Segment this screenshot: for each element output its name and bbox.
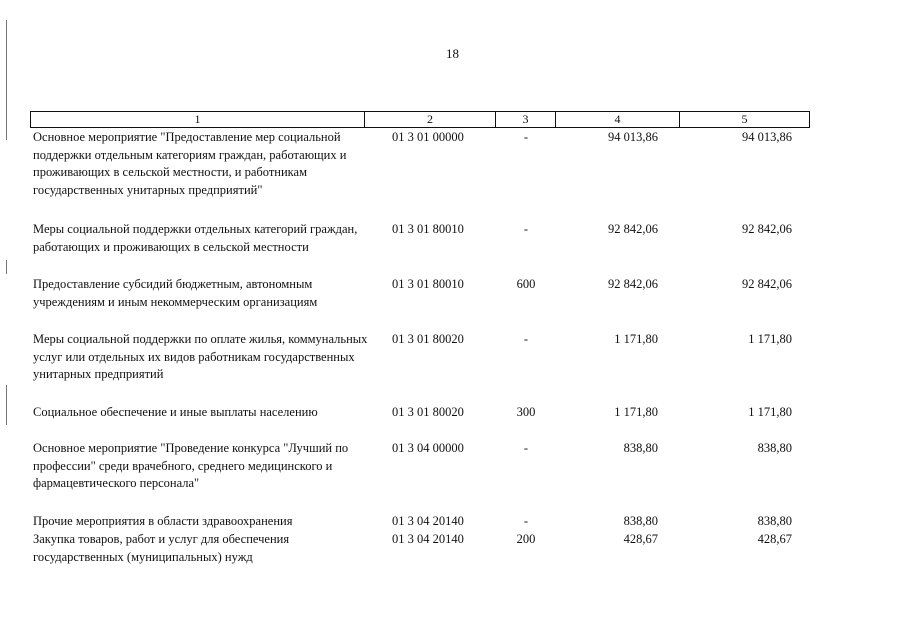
scan-edge-line <box>6 20 7 140</box>
row-sum-5: 1 171,80 <box>748 405 792 419</box>
scan-edge-mark <box>6 260 7 274</box>
row-code: 01 3 01 80010 <box>392 277 464 291</box>
row-name: Основное мероприятие "Проведение конкурса "Лучший по профессии" среди врачебного, среднего медицинского и фармацевтического персонала" <box>33 441 349 490</box>
row-sum-5: 838,80 <box>757 514 792 528</box>
row-vr: 200 <box>516 532 536 546</box>
row-sum-5: 92 842,06 <box>742 222 792 236</box>
header-cell-1: 1 <box>31 112 365 127</box>
row-code: 01 3 01 80010 <box>392 222 464 236</box>
row-sum-5: 94 013,86 <box>742 130 792 144</box>
table-header-row <box>30 111 810 128</box>
row-vr: - <box>523 222 529 236</box>
row-name: Предоставление субсидий бюджетным, автономным учреждениям и иным некоммерческим организациям <box>33 277 318 309</box>
row-code: 01 3 01 00000 <box>392 130 464 144</box>
row-code: 01 3 01 80020 <box>392 332 464 346</box>
row-name: Закупка товаров, работ и услуг для обеспечения государственных (муниципальных) нужд <box>33 532 290 564</box>
row-sum-4: 94 013,86 <box>608 130 658 144</box>
row-sum-5: 92 842,06 <box>742 277 792 291</box>
row-name: Меры социальной поддержки отдельных категорий граждан, работающих и проживающих в сельской местности <box>33 222 358 254</box>
row-sum-5: 428,67 <box>757 532 792 546</box>
row-name: Основное мероприятие "Предоставление мер социальной поддержки отдельным категориям граждан, работающих и проживающих в сельской местности, и работникам государственных унитарных предприятий" <box>33 130 347 197</box>
row-sum-5: 1 171,80 <box>748 332 792 346</box>
row-sum-4: 1 171,80 <box>614 405 658 419</box>
row-vr: - <box>523 130 529 144</box>
row-code: 01 3 04 20140 <box>392 514 464 528</box>
row-vr: 600 <box>516 277 536 291</box>
row-name: Прочие мероприятия в области здравоохранения <box>33 514 293 528</box>
page-number: 18 <box>446 46 459 61</box>
row-sum-4: 1 171,80 <box>614 332 658 346</box>
header-cell-5: 5 <box>741 112 748 126</box>
row-code: 01 3 04 00000 <box>392 441 464 455</box>
row-sum-4: 428,67 <box>623 532 658 546</box>
row-sum-4: 838,80 <box>623 441 658 455</box>
header-cell-2: 2 <box>365 112 496 127</box>
scan-edge-mark <box>6 385 7 425</box>
row-name: Меры социальной поддержки по оплате жилья, коммунальных услуг или отдельных их видов работникам государственных унитарных предприятий <box>33 332 368 381</box>
row-code: 01 3 04 20140 <box>392 532 464 546</box>
row-code: 01 3 01 80020 <box>392 405 464 419</box>
row-sum-4: 92 842,06 <box>608 277 658 291</box>
header-cell-4: 4 <box>556 112 680 127</box>
row-sum-4: 92 842,06 <box>608 222 658 236</box>
row-vr: - <box>523 441 529 455</box>
row-vr: - <box>523 514 529 528</box>
row-name: Социальное обеспечение и иные выплаты населению <box>33 405 318 419</box>
header-cell-3: 3 <box>496 112 556 127</box>
row-sum-4: 838,80 <box>623 514 658 528</box>
row-vr: 300 <box>516 405 536 419</box>
row-sum-5: 838,80 <box>757 441 792 455</box>
row-vr: - <box>523 332 529 346</box>
